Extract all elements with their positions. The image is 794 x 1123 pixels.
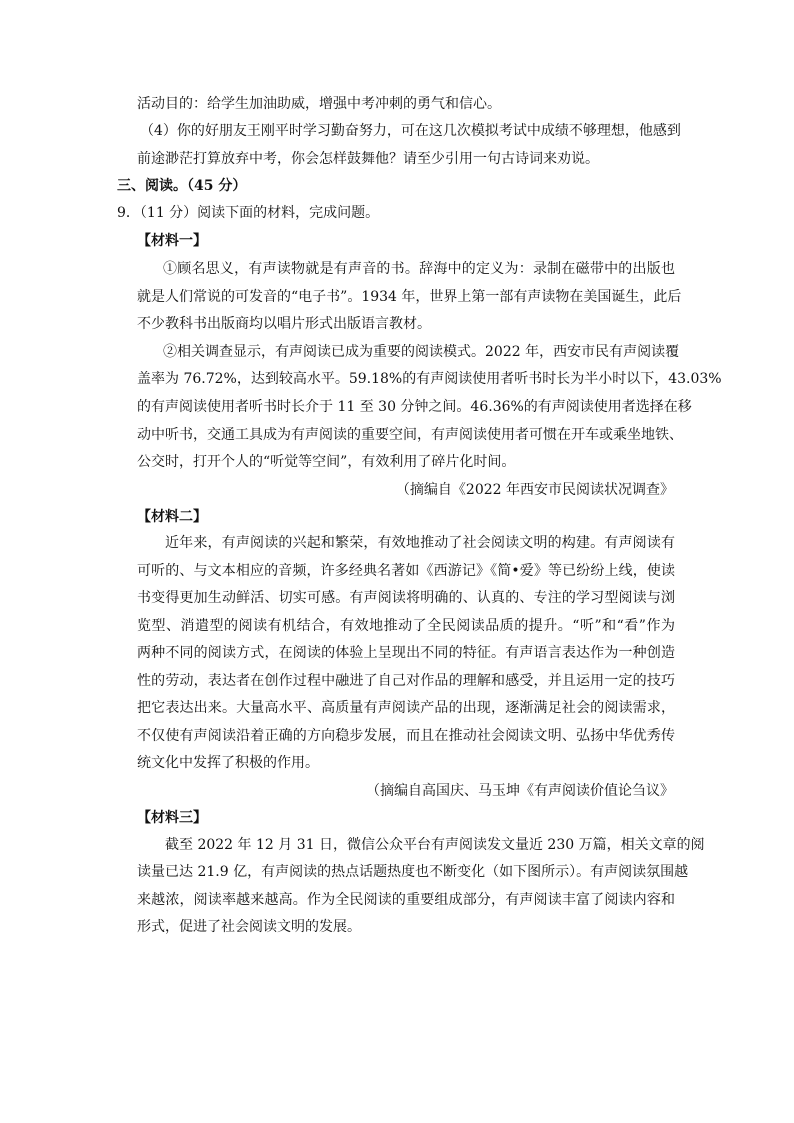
question-4-line-2: 前途渺茫打算放弃中考，你会怎样鼓舞他？请至少引用一句古诗词来劝说。 bbox=[137, 151, 599, 167]
material-3-line: 读量已达 21.9 亿，有声阅读的热点话题热度也不断变化（如下图所示）。有声阅读氛围越 bbox=[137, 864, 689, 880]
material-2-line: 统文化中发挥了积极的作用。 bbox=[137, 755, 319, 771]
material-1-line: 的有声阅读使用者听书时长介于 11 至 30 分钟之间。46.36%的有声阅读使用者选择在移 bbox=[137, 399, 692, 415]
material-1-line: 动中听书，交通工具成为有声阅读的重要空间，有声阅读使用者可惯在开车或乘坐地铁、 bbox=[137, 427, 683, 443]
material-1-source: （摘编自《2022 年西安市民阅读状况调查》 bbox=[395, 482, 674, 498]
question-9-prompt: 9．（11 分）阅读下面的材料，完成问题。 bbox=[117, 205, 380, 221]
material-1-line: 不少教科书出版商均以唱片形式出版语言教材。 bbox=[137, 316, 431, 332]
material-3-line: 来越浓，阅读率越来越高。作为全民阅读的重要组成部分，有声阅读丰富了阅读内容和 bbox=[137, 892, 675, 908]
material-2-line: 书变得更加生动鲜活、切实可感。有声阅读将明确的、认真的、专注的学习型阅读与浏 bbox=[137, 590, 675, 606]
material-2-line: 近年来，有声阅读的兴起和繁荣，有效地推动了社会阅读文明的构建。有声阅读有 bbox=[165, 535, 675, 551]
material-2-line: 性的劳动，表达者在创作过程中融进了自己对作品的理解和感受，并且运用一定的技巧 bbox=[137, 673, 675, 689]
material-1-line: 公交时，打开个人的“听觉等空间”，有效利用了碎片化时间。 bbox=[137, 454, 516, 470]
material-1-title: 【材料一】 bbox=[137, 233, 207, 249]
material-1-line: ①顾名思义，有声读物就是有声音的书。辞海中的定义为：录制在磁带中的出版也 bbox=[163, 261, 675, 277]
material-2-source: （摘编自高国庆、马玉坤《有声阅读价值论刍议》 bbox=[366, 783, 674, 799]
material-3-line: 形式，促进了社会阅读文明的发展。 bbox=[137, 919, 361, 935]
material-2-line: 不仅使有声阅读沿着正确的方向稳步发展，而且在推动社会阅读文明、弘扬中华优秀传 bbox=[137, 728, 675, 744]
material-2-line: 可听的、与文本相应的音频，许多经典名著如《西游记》《简•爱》等已纷纷上线，使读 bbox=[137, 563, 675, 579]
material-3-title: 【材料三】 bbox=[137, 810, 207, 826]
material-1-line: 盖率为 76.72%，达到较高水平。59.18%的有声阅读使用者听书时长为半小时以下，43.03% bbox=[137, 371, 722, 387]
material-1-line: ②相关调查显示，有声阅读已成为重要的阅读模式。2022 年，西安市民有声阅读覆 bbox=[163, 344, 680, 360]
material-2-line: 把它表达出来。大量高水平、高质量有声阅读产品的出现，逐渐满足社会的阅读需求， bbox=[137, 700, 675, 716]
material-2-line: 两种不同的阅读方式，在阅读的体验上呈现出不同的特征。有声语言表达作为一种创造 bbox=[137, 645, 675, 661]
question-4-line-1: （4）你的好朋友王刚平时学习勤奋努力，可在这几次模拟考试中成绩不够理想，他感到 bbox=[140, 123, 681, 139]
material-2-line: 览型、消遣型的阅读有机结合，有效地推动了全民阅读品质的提升。“听”和“看”作为 bbox=[137, 618, 675, 634]
activity-goal-text: 活动目的：给学生加油助威，增强中考冲刺的勇气和信心。 bbox=[137, 96, 501, 112]
material-3-line: 截至 2022 年 12 月 31 日，微信公众平台有声阅读发文量近 230 万篇，相关文章的阅 bbox=[165, 837, 705, 853]
material-1-line: 就是人们常说的可发音的“电子书”。1934 年，世界上第一部有声读物在美国诞生，此后 bbox=[137, 289, 682, 305]
section-heading: 三、阅读。（45 分） bbox=[117, 178, 247, 194]
material-2-title: 【材料二】 bbox=[137, 509, 207, 525]
